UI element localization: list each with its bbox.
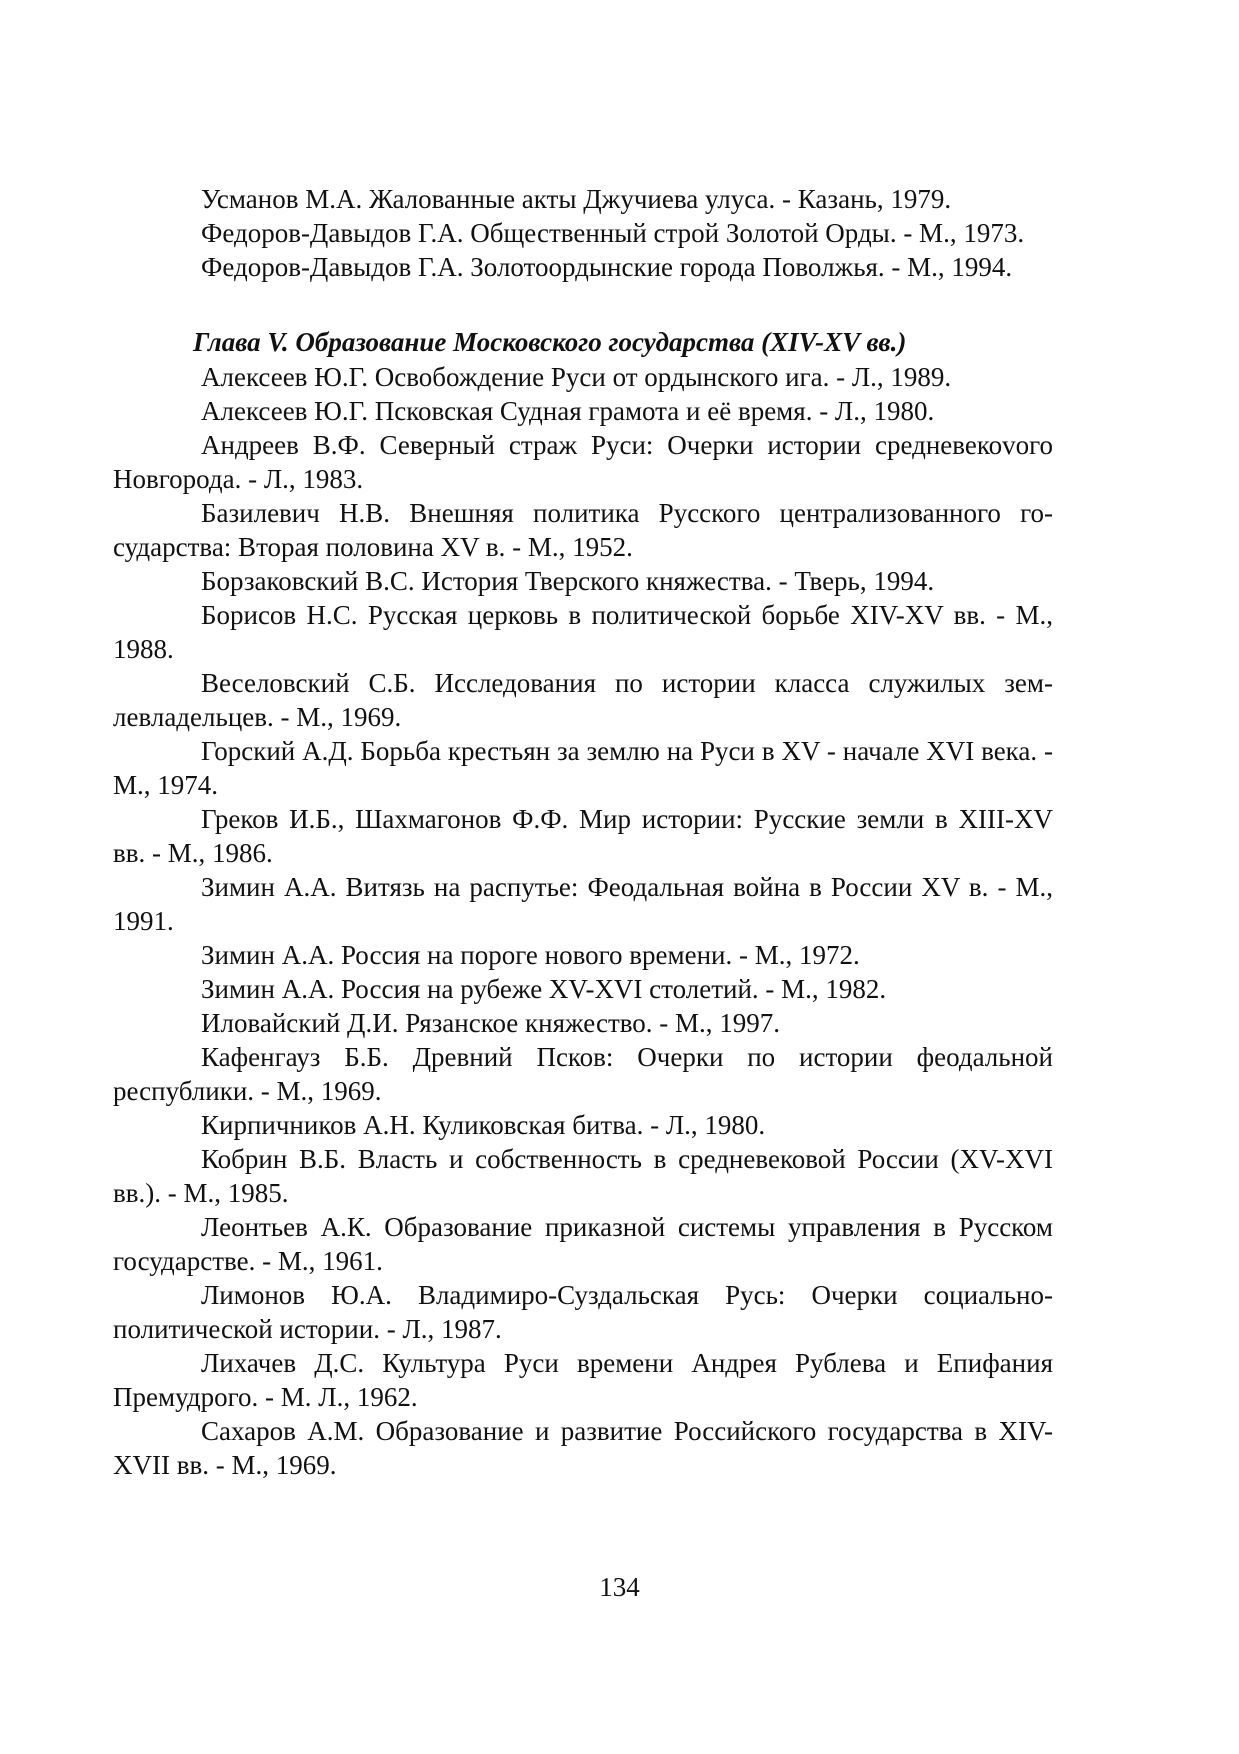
bibliography-entry: Борисов Н.С. Русская церковь в политической борьбе XIV-XV вв. - М., 1988. xyxy=(113,600,1053,664)
bibliography-entry: Кобрин В.Б. Власть и собственность в средневековой России (XV-XVI вв.). - М., 1985. xyxy=(113,1144,1053,1208)
bibliography-entry: Борзаковский В.С. История Тверского княжества. - Тверь, 1994. xyxy=(201,566,935,596)
bibliography-entry: Лимонов Ю.А. Владимиро-Суздальская Русь: Очерки социально-политической истории. - Л., 1987. xyxy=(113,1280,1053,1344)
bibliography-entry: Иловайский Д.И. Рязанское княжество. - М., 1997. xyxy=(201,1008,781,1038)
bibliography-entry: Алексеев Ю.Г. Псковская Судная грамота и её время. - Л., 1980. xyxy=(201,396,935,426)
bibliography-entry: Андреев В.Ф. Северный страж Руси: Очерки истории средневекоvого Новгорода. - Л., 1983. xyxy=(113,430,1053,494)
bibliography-entry: Лихачев Д.С. Культура Руси времени Андрея Рублева и Епифания Премудрого. - М. Л., 1962. xyxy=(113,1348,1053,1412)
bibliography-entry: Федоров-Давыдов Г.А. Золотоордынские города Поволжья. - М., 1994. xyxy=(201,252,1013,282)
bibliography-entry: Горский А.Д. Борьба крестьян за землю на Руси в XV - начале XVI века. - М., 1974. xyxy=(113,736,1053,800)
bibliography-content xyxy=(113,182,1053,1482)
bibliography-entry: Веселовский С.Б. Исследования по истории класса служилых землевладельцев. - М., 1969. xyxy=(113,668,1053,732)
bibliography-entry: Алексеев Ю.Г. Освобождение Руси от ордынского ига. - Л., 1989. xyxy=(201,362,952,392)
bibliography-entry: Зимин А.А. Россия на пороге нового времени. - М., 1972. xyxy=(201,940,860,970)
bibliography-entry: Сахаров А.М. Образование и развитие Российского государства в XIV-XVII вв. - М., 1969. xyxy=(113,1416,1053,1480)
bibliography-entry: Кирпичников А.Н. Куликовская битва. - Л., 1980. xyxy=(201,1110,766,1140)
chapter-heading: Глава V. Образование Московского государства (XIV-XV вв.) xyxy=(193,327,907,357)
bibliography-entry: Федоров-Давыдов Г.А. Общественный строй Золотой Орды. - М., 1973. xyxy=(201,218,1025,248)
bibliography-entry: Зимин А.А. Россия на рубеже XV-XVI столетий. - М., 1982. xyxy=(201,974,887,1004)
bibliography-entry: Греков И.Б., Шахмагонов Ф.Ф. Мир истории: Русские земли в XIII-XV вв. - М., 1986. xyxy=(113,804,1053,868)
bibliography-entry: Усманов М.А. Жалованные акты Джучиева улуса. - Казань, 1979. xyxy=(201,184,952,214)
bibliography-entry: Базилевич Н.В. Внешняя политика Русского централизованного государства: Вторая половина XV в. - М., 1952. xyxy=(113,498,1053,562)
bibliography-entry: Леонтьев А.К. Образование приказной системы управления в Русском государстве. - М., 1961. xyxy=(113,1212,1053,1276)
bibliography-entry: Зимин А.А. Витязь на распутье: Феодальная война в России XV в. - М., 1991. xyxy=(113,872,1053,936)
page-number: 134 xyxy=(599,1572,640,1602)
bibliography-entry: Кафенгауз Б.Б. Древний Псков: Очерки по истории феодальной республики. - М., 1969. xyxy=(113,1042,1053,1106)
